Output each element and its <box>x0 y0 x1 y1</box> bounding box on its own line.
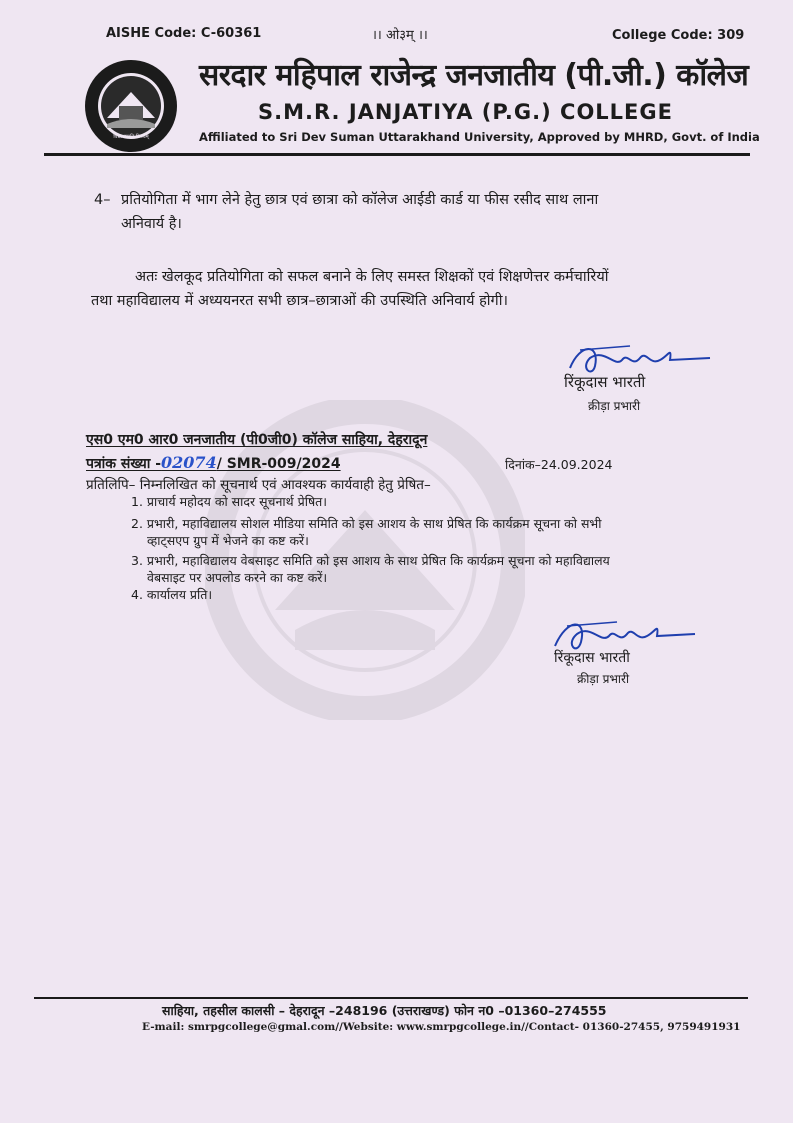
copy-item-2: 2. प्रभारी, महाविद्यालय सोशल मीडिया समिति को इस आशय के साथ प्रेषित कि कार्यक्रम सूचना को सभी <box>131 516 602 531</box>
closing-paragraph-line-2: तथा महाविद्यालय में अध्ययनरत सभी छात्र–छात्राओं की उपस्थिति अनिवार्य होगी। <box>91 293 508 309</box>
reference-number <box>86 453 341 473</box>
college-code: College Code: 309 <box>612 28 745 43</box>
signatory-bottom-name: रिंकूदास भारती <box>554 650 630 666</box>
header-divider <box>44 153 750 156</box>
copy-item-2-continued: व्हाट्सएप ग्रुप में भेजने का कष्ट करें। <box>147 533 309 548</box>
footer-address: साहिया, तहसील कालसी – देहरादून –248196 (उत्तराखण्ड) फोन न0 –01360–274555 <box>162 1003 607 1018</box>
copy-item-4: 4. कार्यालय प्रति। <box>131 587 213 602</box>
copy-item-3: 3. प्रभारी, महाविद्यालय वेबसाइट समिति को इस आशय के साथ प्रेषित कि कार्यक्रम सूचना को महाविद्यालय <box>131 553 610 568</box>
signatory-top-name: रिंकूदास भारती <box>564 373 646 391</box>
college-name-english: S.M.R. JANJATIYA (P.G.) COLLEGE <box>258 100 673 124</box>
point-4-line-2: अनिवार्य है। <box>121 216 182 232</box>
point-4-line-1: प्रतियोगिता में भाग लेने हेतु छात्र एवं छात्रा को कॉलेज आईडी कार्ड या फीस रसीद साथ लाना <box>121 192 599 208</box>
signatory-bottom-designation: क्रीड़ा प्रभारी <box>577 672 630 686</box>
copy-item-3-continued: वेबसाइट पर अपलोड करने का कष्ट करें। <box>147 570 328 585</box>
college-logo-icon <box>83 58 179 154</box>
copy-item-1: 1. प्राचार्य महोदय को सादर सूचनार्थ प्रेषित। <box>131 494 328 509</box>
reference-label: पत्रांक संख्या - <box>86 456 162 472</box>
footer-contact: E-mail: smrpgcollege@gmal.com//Website: www.smrpgcollege.in//Contact- 01360-27455, 9759491931 <box>142 1021 741 1033</box>
college-name-hindi: सरदार महिपाल राजेन्द्र जनजातीय (पी.जी.) कॉलेज <box>199 58 749 93</box>
letter-date: दिनांक–24.09.2024 <box>505 457 613 472</box>
invocation: ।। ओ३म् ।। <box>372 28 428 43</box>
point-4-number: 4– <box>94 192 111 208</box>
closing-paragraph-line-1: अतः खेलकूद प्रतियोगिता को सफल बनाने के लिए समस्त शिक्षकों एवं शिक्षणेत्तर कर्मचारियों <box>135 269 609 285</box>
aishe-code: AISHE Code: C-60361 <box>106 26 262 41</box>
copy-intro: प्रतिलिपि– निम्नलिखित को सूचनार्थ एवं आवश्यक कार्यवाही हेतु प्रेषित– <box>86 477 431 493</box>
affiliation-line: Affiliated to Sri Dev Suman Uttarakhand University, Approved by MHRD, Govt. of India <box>199 130 760 144</box>
reference-suffix: / SMR-009/2024 <box>216 456 341 472</box>
reference-handwritten-number: 02074 <box>161 453 217 472</box>
footer-divider <box>34 997 748 999</box>
signatory-top-designation: क्रीड़ा प्रभारी <box>588 399 641 413</box>
logo-motto: विद्या ददाति विनयम् <box>113 134 149 140</box>
office-line: एस0 एम0 आर0 जनजातीय (पी0जी0) कॉलेज साहिया, देहरादून <box>86 432 428 448</box>
